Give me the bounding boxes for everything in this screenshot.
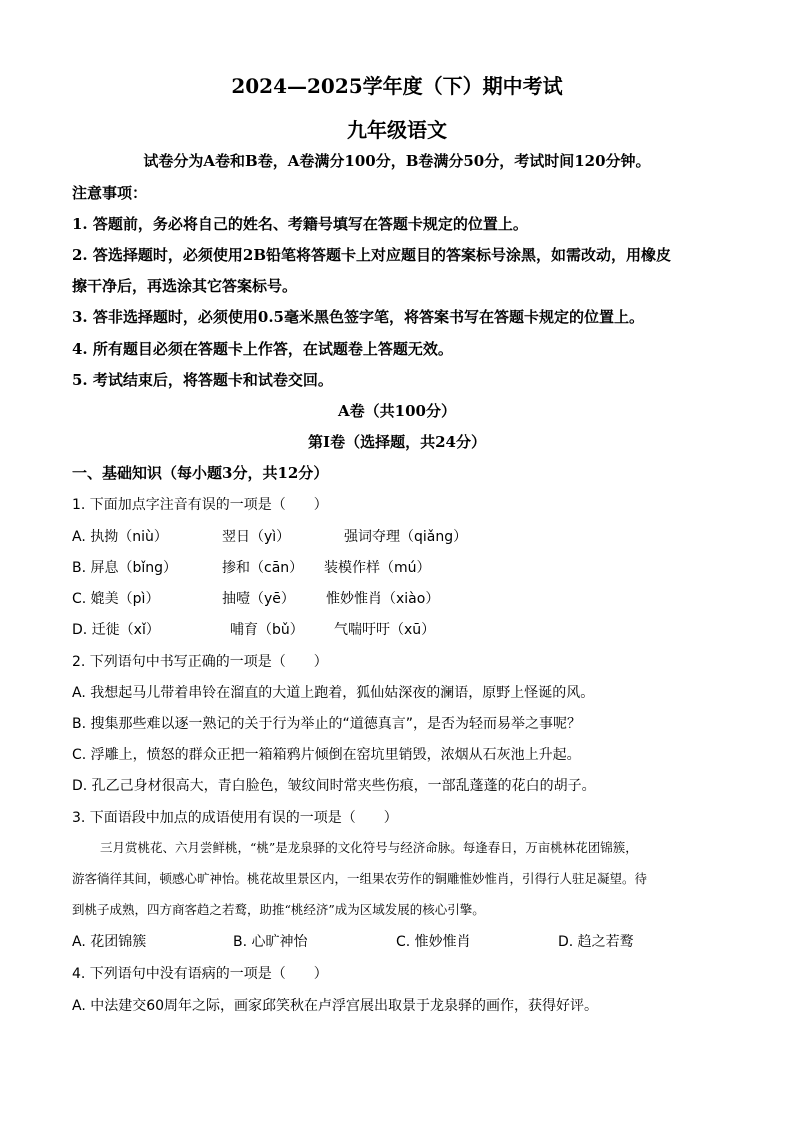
note-item: 4. 所有题目必须在答题卡上作答，在试题卷上答题无效。 [72, 340, 453, 358]
q3-stem: 3. 下面语段中加点的成语使用有误的一项是（ ） [72, 810, 398, 826]
q2-option-a: A. 我想起马儿带着串铃在溜直的大道上跑着，狐仙姑深夜的澜语，原野上怪诞的风。 [72, 685, 595, 701]
q1-row-b-item1: B. 屏息（bǐng） [72, 560, 178, 576]
q3-passage-line: 游客徜徉其间，顿感心旷神怡。桃花故里景区内，一组果农劳作的铜雕惟妙惟肖，引得行人驻足凝望。待 [72, 871, 648, 886]
q1-row-b-item3: 装模作样（mú） [324, 560, 431, 576]
q2-option-c: C. 浮雕上，愤怒的群众正把一箱箱鸦片倾倒在窑坑里销毁，浓烟从石灰池上升起。 [72, 747, 581, 763]
q3-passage-line: 到桃子成熟，四方商客趋之若鹜，助推“桃经济”成为区域发展的核心引擎。 [72, 902, 485, 917]
q1-row-a-item1: A. 执拗（niù） [72, 529, 168, 545]
q3-option-a: A. 花团锦簇 [72, 934, 147, 950]
q1-row-d-item3: 气喘吁吁（xū） [334, 622, 436, 638]
q3-option-c: C. 惟妙惟肖 [396, 934, 471, 950]
q1-row-d-item1: D. 迁徙（xǐ） [72, 622, 160, 638]
q1-row-b-item2: 掺和（cān） [222, 560, 304, 576]
q1-row-c-item3: 惟妙惟肖（xiào） [326, 591, 440, 607]
q4-stem: 4. 下列语句中没有语病的一项是（ ） [72, 966, 328, 982]
q3-option-d: D. 趋之若鹜 [558, 934, 634, 950]
exam-info: 试卷分为A卷和B卷，A卷满分100分，B卷满分50分，考试时间120分钟。 [143, 152, 651, 170]
note-item: 擦干净后，再选涂其它答案标号。 [72, 277, 298, 295]
q1-row-d-item2: 哺育（bǔ） [230, 622, 304, 638]
note-item: 2. 答选择题时，必须使用2B铅笔将答题卡上对应题目的答案标号涂黑，如需改动，用橡皮 [72, 246, 672, 264]
q2-stem: 2. 下列语句中书写正确的一项是（ ） [72, 654, 328, 670]
q2-option-b: B. 搜集那些难以逐一熟记的关于行为举止的“道德真言”，是否为轻而易举之事呢？ [72, 716, 582, 732]
q1-row-c-item2: 抽噎（yē） [222, 591, 295, 607]
q1-stem: 1. 下面加点字注音有误的一项是（ ） [72, 497, 328, 513]
q3-passage-line: 三月赏桃花、六月尝鲜桃，“桃”是龙泉驿的文化符号与经济命脉。每逢春日，万亩桃林花团锦簇， [100, 840, 638, 855]
q1-row-a-item2: 翌日（yì） [222, 529, 291, 545]
note-item: 5. 考试结束后，将答题卡和试卷交回。 [72, 371, 333, 389]
q3-passage [72, 832, 722, 925]
paper-a-heading: A卷（共100分） [338, 402, 456, 420]
notes-heading: 注意事项： [72, 184, 148, 202]
q4-option-a: A. 中法建交60周年之际，画家邱笑秋在卢浮宫展出取景于龙泉驿的画作，获得好评。 [72, 998, 599, 1014]
q2-option-d: D. 孔乙己身材很高大，青白脸色，皱纹间时常夹些伤痕，一部乱蓬蓬的花白的胡子。 [72, 778, 596, 794]
note-item: 3. 答非选择题时，必须使用0.5毫米黑色签字笔，将答案书写在答题卡规定的位置上。 [72, 308, 644, 326]
q3-option-b: B. 心旷神怡 [233, 934, 308, 950]
exam-subject: 九年级语文 [347, 118, 447, 142]
note-item: 1. 答题前，务必将自己的姓名、考籍号填写在答题卡规定的位置上。 [72, 215, 528, 233]
q1-row-c-item1: C. 媲美（pì） [72, 591, 160, 607]
exam-title: 2024—2025学年度（下）期中考试 [231, 74, 563, 98]
part-one-heading: 第Ⅰ卷（选择题，共24分） [308, 433, 486, 451]
section-heading: 一、基础知识（每小题3分，共12分） [72, 464, 329, 482]
q1-row-a-item3: 强词夺理（qiǎng） [344, 529, 468, 545]
